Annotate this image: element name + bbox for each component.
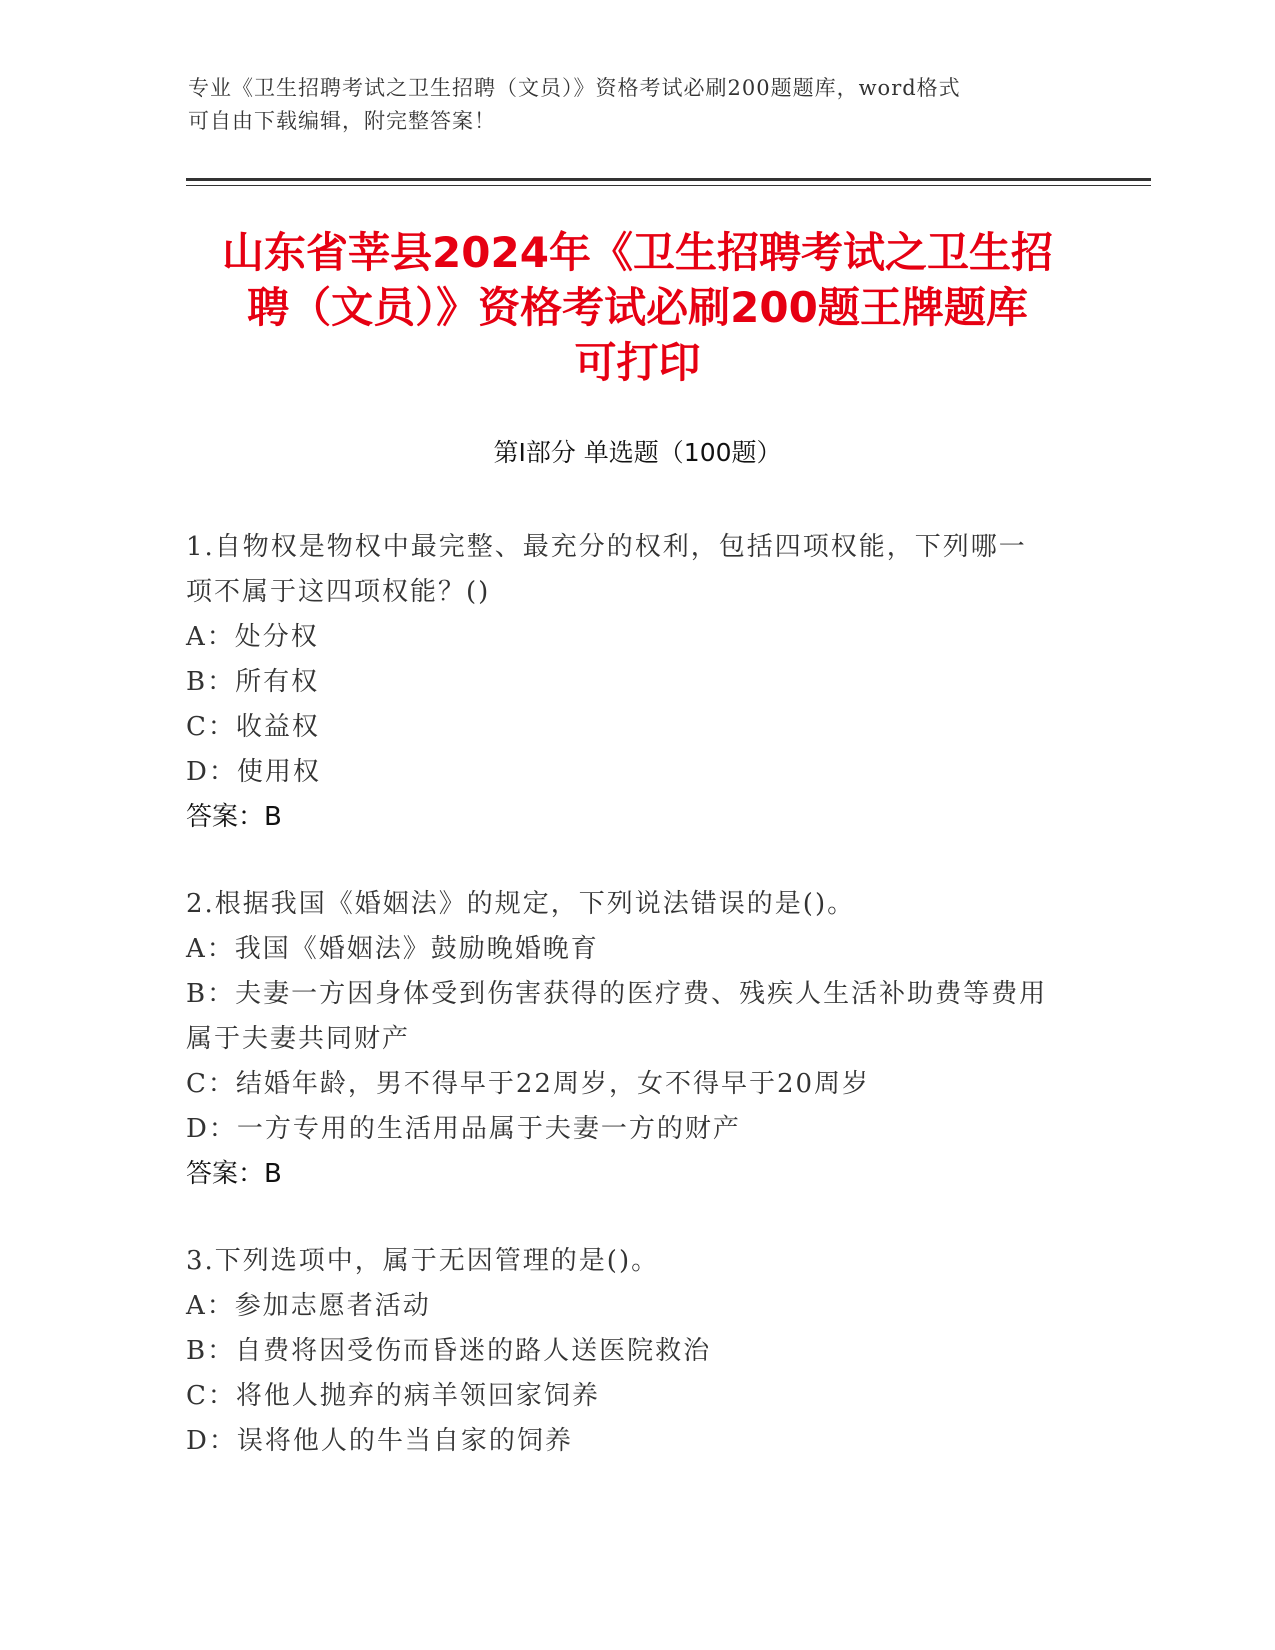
option-b: B：自费将因受伤而昏迷的路人送医院救治 (186, 1336, 712, 1366)
question-stem: 2.根据我国《婚姻法》的规定，下列说法错误的是()。 (186, 889, 856, 919)
answer-key: 答案：B (186, 1159, 282, 1189)
option-a: A：参加志愿者活动 (186, 1291, 431, 1321)
title-line-1: 山东省莘县2024年《卫生招聘考试之卫生招 (222, 228, 1053, 277)
title-line-2: 聘（文员）》资格考试必刷200题王牌题库 (247, 283, 1028, 332)
document-title (140, 225, 1135, 390)
header-note-line-1: 专业《卫生招聘考试之卫生招聘（文员）》资格考试必刷200题题库，word格式 (188, 76, 961, 100)
option-d: D：使用权 (186, 757, 321, 787)
header-divider-thin (186, 185, 1151, 186)
option-b-continued: 属于夫妻共同财产 (186, 1024, 411, 1054)
header-note (188, 72, 1088, 138)
answer-key: 答案：B (186, 802, 282, 832)
section-heading: 第I部分 单选题（100题） (493, 438, 782, 467)
option-d: D：误将他人的牛当自家的饲养 (186, 1426, 573, 1456)
question-stem: 1.自物权是物权中最完整、最充分的权利，包括四项权能，下列哪一 (186, 532, 1027, 562)
question-stem: 3.下列选项中，属于无因管理的是()。 (186, 1246, 660, 1276)
option-d: D：一方专用的生活用品属于夫妻一方的财产 (186, 1114, 741, 1144)
header-divider-thick (186, 178, 1151, 181)
option-c: C：结婚年龄，男不得早于22周岁，女不得早于20周岁 (186, 1069, 871, 1099)
question-3 (186, 1239, 1086, 1464)
option-b: B：夫妻一方因身体受到伤害获得的医疗费、残疾人生活补助费等费用 (186, 979, 1048, 1009)
option-b: B：所有权 (186, 667, 320, 697)
title-line-3: 可打印 (574, 338, 701, 387)
question-2 (186, 882, 1086, 1197)
option-c: C：收益权 (186, 712, 320, 742)
option-a: A：我国《婚姻法》鼓励晚婚晚育 (186, 934, 599, 964)
question-list (186, 525, 1086, 1506)
header-note-line-2: 可自由下载编辑，附完整答案！ (188, 109, 496, 133)
question-stem: 项不属于这四项权能？() (186, 577, 491, 607)
option-a: A：处分权 (186, 622, 319, 652)
question-1 (186, 525, 1086, 840)
option-c: C：将他人抛弃的病羊领回家饲养 (186, 1381, 600, 1411)
